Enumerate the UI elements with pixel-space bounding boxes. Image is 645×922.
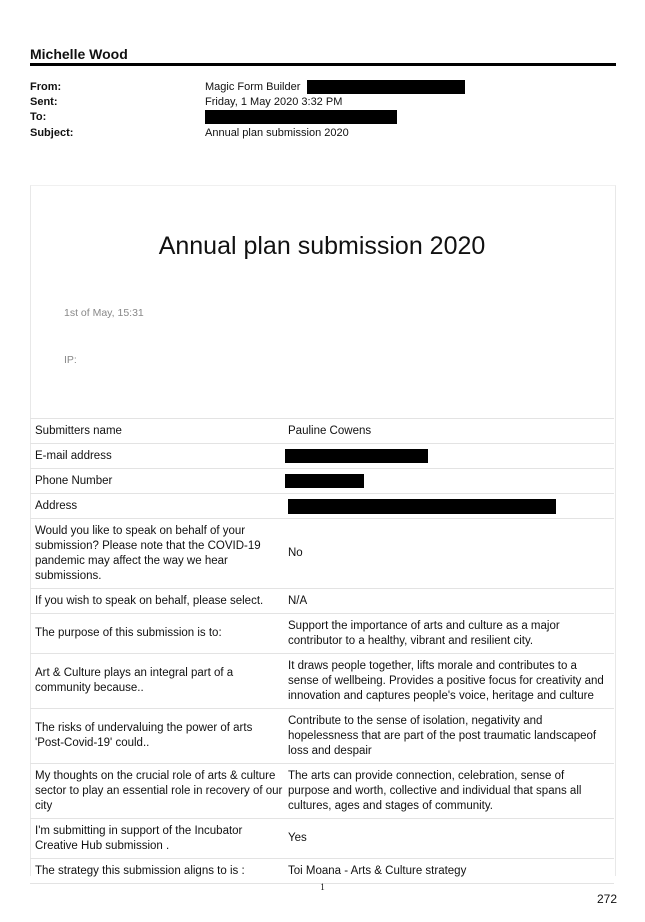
row-label: Phone Number [35, 474, 113, 487]
row-label: Address [35, 499, 78, 512]
row-label: If you wish to speak on behalf, please select. [35, 594, 264, 607]
table-row [30, 819, 614, 859]
row-label: The risks of undervaluing the power of arts 'Post-Covid-19' could.. [35, 722, 253, 749]
row-value [288, 494, 606, 518]
table-row [30, 859, 614, 884]
table-row [30, 709, 614, 764]
row-label: E-mail address [35, 449, 112, 462]
sent-label: Sent: [30, 96, 58, 108]
row-value: Toi Moana - Arts & Culture strategy [288, 864, 467, 877]
row-label: The purpose of this submission is to: [35, 627, 222, 639]
from-label: From: [30, 81, 62, 93]
subject-value: Annual plan submission 2020 [205, 127, 349, 139]
row-value [288, 444, 606, 468]
row-label: Would you like to speak on behalf of your submission? Please note that the COVID-19 pandemic may affect the way we hear submissions. [35, 524, 261, 582]
row-value: N/A [288, 594, 308, 607]
sent-value: Friday, 1 May 2020 3:32 PM [205, 96, 343, 108]
row-value [288, 469, 606, 493]
row-value: It draws people together, lifts morale and contributes to a sense of wellbeing. Provides a positive focus for creativity and innovation and captures people's voice, heritage and culture [288, 659, 604, 702]
redacted-from-address [307, 80, 465, 94]
table-row [30, 469, 614, 494]
table-row [30, 589, 614, 614]
form-title: Annual plan submission 2020 [158, 232, 486, 260]
table-row [30, 764, 614, 819]
row-label: My thoughts on the crucial role of arts & culture sector to play an essential role in recovery of our city [35, 769, 283, 812]
row-value: Support the importance of arts and culture as a major contributor to a healthy, vibrant and resilient city. [288, 619, 560, 647]
row-value: No [288, 547, 303, 559]
table-row [30, 654, 614, 709]
header-rule [30, 63, 616, 66]
row-label: Submitters name [35, 424, 122, 437]
redacted-email [285, 449, 428, 463]
redacted-address [288, 499, 556, 514]
to-label: To: [30, 111, 47, 123]
page-number: 1 [320, 882, 325, 892]
sender-name: Michelle Wood [30, 46, 128, 62]
table-row [30, 519, 614, 589]
row-value: The arts can provide connection, celebration, sense of purpose and worth, collective and individual that spans all cultures, ages and stages of community. [288, 769, 582, 812]
row-label: I'm submitting in support of the Incubator Creative Hub submission . [35, 824, 243, 852]
document-page-stamp: 272 [597, 892, 618, 906]
row-label: Art & Culture plays an integral part of a community because.. [35, 667, 234, 694]
table-row [30, 419, 614, 444]
submission-table [30, 418, 614, 884]
submission-date: 1st of May, 15:31 [64, 307, 144, 319]
subject-label: Subject: [30, 127, 74, 139]
table-row [30, 494, 614, 519]
row-label: The strategy this submission aligns to is : [35, 864, 245, 877]
row-value: Pauline Cowens [288, 424, 372, 437]
row-value: Contribute to the sense of isolation, negativity and hopelessness that are part of the post traumatic landscapeof loss and despair [288, 714, 597, 757]
ip-label: IP: [64, 354, 77, 366]
redacted-phone [285, 474, 364, 488]
redacted-to-address [205, 110, 397, 124]
row-value: Yes [288, 832, 307, 844]
table-row [30, 444, 614, 469]
from-value: Magic Form Builder [205, 81, 301, 93]
table-row [30, 614, 614, 654]
